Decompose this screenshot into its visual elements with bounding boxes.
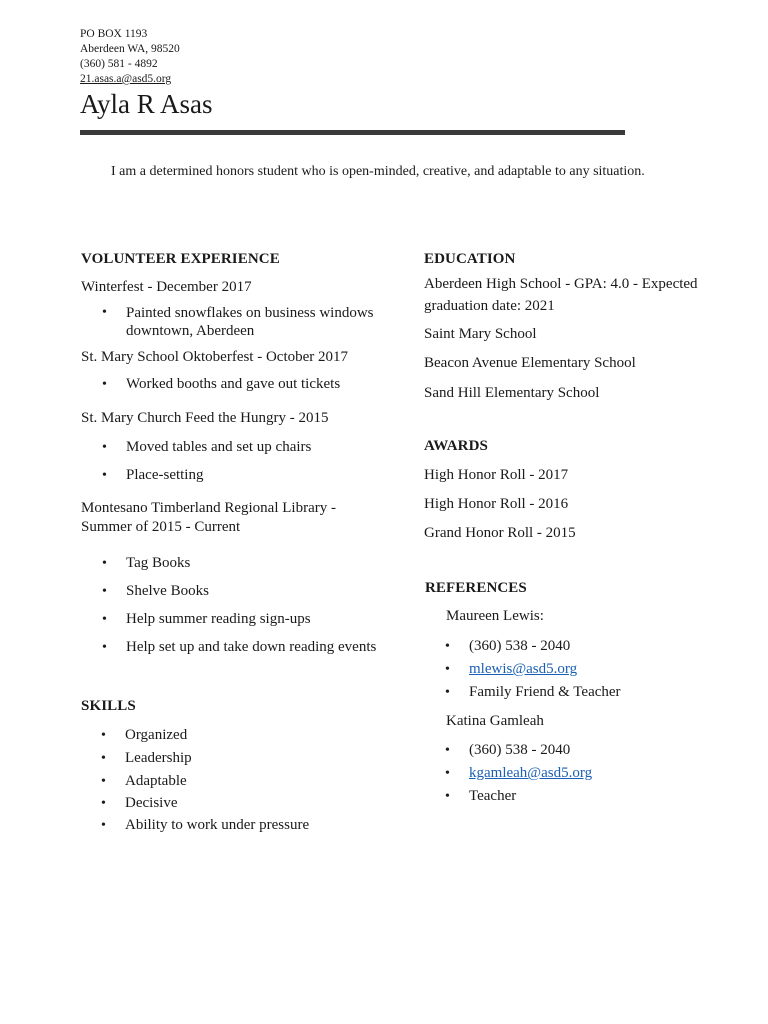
references-heading: REFERENCES [425,580,527,596]
bullet-icon: • [102,440,107,455]
bullet-icon: • [445,789,450,804]
list-item [445,659,578,680]
bullet-icon: • [445,639,450,654]
education-heading: EDUCATION [424,251,516,267]
list-item: • Leadership [125,748,192,769]
bullet-icon: • [445,743,450,758]
bullet-icon: • [101,751,106,766]
bullet-icon: • [102,640,107,655]
volunteer-entry-title: Winterfest - December 2017 [81,279,252,295]
list-item [445,786,517,807]
objective-statement: I am a determined honors student who is open-minded, creative, and adaptable to any situation. [111,164,645,179]
list-item [445,740,571,761]
skills-heading: SKILLS [81,698,136,714]
award-item: High Honor Roll - 2017 [424,467,569,483]
reference-email-link[interactable]: kgamleah@asd5.org [469,765,593,781]
contact-block [80,27,180,87]
bullet-icon: • [101,728,106,743]
bullet-icon: • [102,468,107,483]
reference-role: Teacher [469,788,517,804]
bullet-icon: • [445,662,450,677]
awards-heading: AWARDS [424,438,488,454]
header-divider [80,130,625,135]
reference-email-link[interactable]: mlewis@asd5.org [469,661,578,677]
reference-phone: (360) 538 - 2040 [469,638,571,654]
bullet-icon: • [445,685,450,700]
bullet-icon: • [102,612,107,627]
list-item: • Painted snowflakes on business windows downtown, Aberdeen [102,305,374,339]
list-item: • Decisive [125,793,177,814]
reference-phone: (360) 538 - 2040 [469,742,571,758]
bullet-icon: • [101,774,106,789]
education-item: Beacon Avenue Elementary School [424,355,636,371]
list-item: • Moved tables and set up chairs [126,437,311,458]
bullet-icon: • [102,377,107,392]
resume-name: Ayla R Asas [80,89,213,119]
po-box: PO BOX 1193 [80,28,148,40]
list-item: • Ability to work under pressure [125,815,309,836]
list-item: • Place-setting [126,465,203,486]
award-item: Grand Honor Roll - 2015 [424,525,576,541]
bullet-icon: • [101,796,106,811]
volunteer-entry-title: Montesano Timberland Regional Library - Summer of 2015 - Current [81,500,336,535]
list-item: • Organized [125,725,187,746]
reference-role: Family Friend & Teacher [469,684,621,700]
list-item [445,763,593,784]
education-item: Sand Hill Elementary School [424,385,600,401]
reference-name: Maureen Lewis: [446,608,544,624]
volunteer-heading: VOLUNTEER EXPERIENCE [81,251,280,267]
bullet-icon: • [445,766,450,781]
contact-email-link[interactable]: 21.asas.a@asd5.org [80,73,172,85]
reference-name: Katina Gamleah [446,713,544,729]
list-item: • Tag Books [126,553,190,574]
list-item: • Adaptable [125,771,187,792]
contact-phone: (360) 581 - 4892 [80,58,158,70]
bullet-icon: • [101,818,106,833]
education-item: Saint Mary School [424,326,537,342]
list-item: • Help summer reading sign-ups [126,609,311,630]
award-item: High Honor Roll - 2016 [424,496,569,512]
education-item: Aberdeen High School - GPA: 4.0 - Expected graduation date: 2021 [424,276,698,314]
city-state-zip: Aberdeen WA, 98520 [80,43,180,55]
bullet-icon: • [102,556,107,571]
volunteer-entry-title: St. Mary Church Feed the Hungry - 2015 [81,410,329,426]
list-item: • Worked booths and gave out tickets [126,374,340,395]
list-item [445,682,621,703]
list-item [445,636,571,657]
bullet-icon: • [102,584,107,599]
volunteer-entry-title: St. Mary School Oktoberfest - October 2017 [81,349,349,365]
bullet-icon: • [102,305,107,320]
list-item: • Help set up and take down reading events [126,637,376,658]
list-item: • Shelve Books [126,581,209,602]
